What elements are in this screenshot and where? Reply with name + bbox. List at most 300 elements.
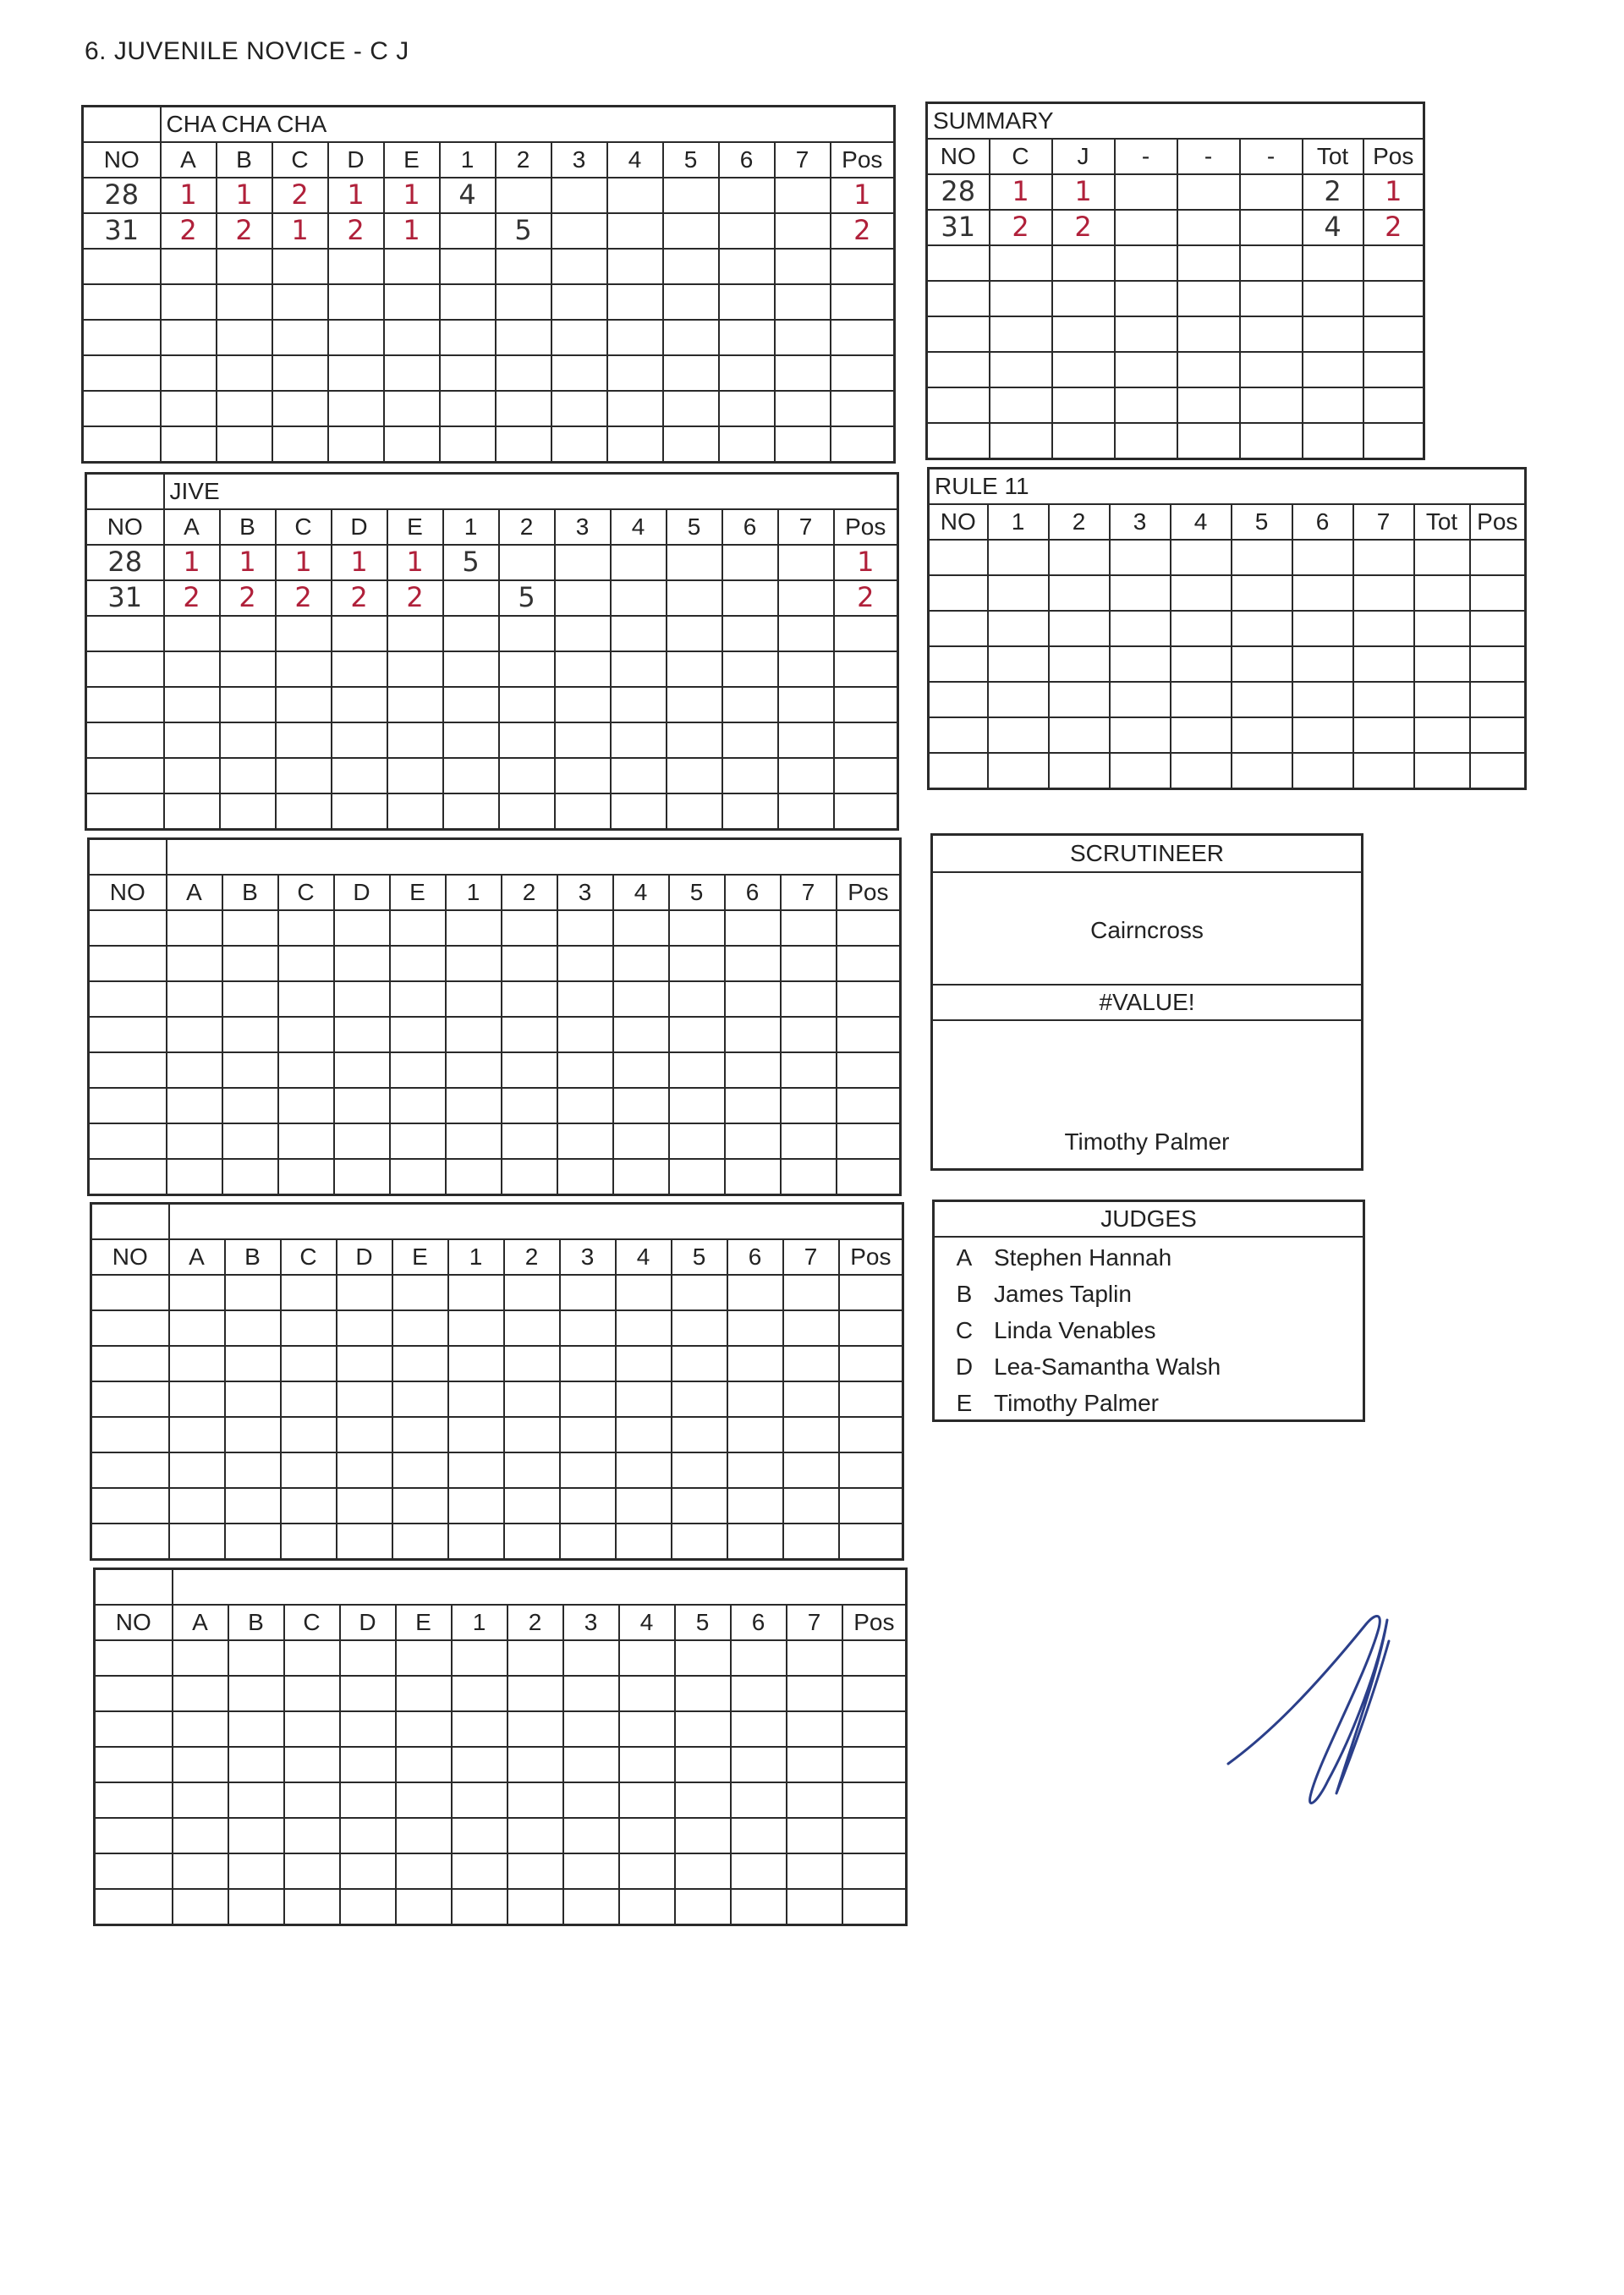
mark-cell	[731, 1818, 787, 1853]
dance-marks-table	[87, 837, 902, 1196]
mark-cell	[169, 1452, 225, 1488]
mark-cell	[272, 213, 328, 249]
mark-cell	[560, 1381, 616, 1417]
column-header: Tot	[1414, 504, 1470, 540]
mark-cell	[607, 213, 663, 249]
mark-cell	[722, 616, 778, 651]
mark-cell	[669, 1017, 725, 1052]
mark-cell	[563, 1747, 619, 1782]
mark-cell	[508, 1640, 563, 1676]
mark-cell	[607, 249, 663, 284]
summary-cell	[1303, 423, 1363, 459]
mark-cell	[499, 545, 555, 580]
table-row	[89, 946, 901, 981]
couple-number-cell	[91, 1417, 169, 1452]
column-header: 4	[616, 1239, 672, 1275]
mark-cell	[502, 946, 557, 981]
mark-cell	[607, 178, 663, 213]
mark-cell	[611, 616, 667, 651]
mark-cell	[563, 1711, 619, 1747]
mark-cell	[722, 687, 778, 722]
mark-cell	[448, 1310, 504, 1346]
column-header: 6	[727, 1239, 783, 1275]
mark-cell	[725, 946, 781, 981]
mark-cell	[392, 1524, 448, 1560]
mark-cell	[173, 1818, 228, 1853]
mark-cell	[173, 1853, 228, 1889]
couple-number-cell	[91, 1275, 169, 1310]
summary-cell	[1240, 352, 1303, 387]
mark-cell	[663, 355, 719, 391]
mark-cell	[675, 1676, 731, 1711]
mark-cell	[340, 1711, 396, 1747]
mark-cell	[390, 1052, 446, 1088]
column-header: A	[173, 1605, 228, 1640]
position-cell	[842, 1676, 907, 1711]
summary-cell	[1177, 281, 1240, 316]
rule11-cell	[1049, 682, 1110, 717]
handwritten-value: 2	[1385, 211, 1402, 243]
rule11-cell	[1232, 682, 1292, 717]
rule11-cell	[1171, 646, 1232, 682]
table-corner-cell	[89, 839, 167, 876]
column-header: NO	[89, 875, 167, 910]
mark-cell	[663, 213, 719, 249]
mark-cell	[440, 426, 496, 463]
column-header: 3	[1110, 504, 1171, 540]
couple-number-cell	[89, 981, 167, 1017]
mark-cell	[667, 722, 722, 758]
scrutineer-subtitle: #VALUE!	[933, 984, 1361, 1021]
mark-cell	[384, 355, 440, 391]
column-header: 1	[448, 1239, 504, 1275]
mark-cell	[783, 1452, 839, 1488]
summary-cell	[1240, 423, 1303, 459]
summary-cell	[990, 281, 1052, 316]
mark-cell	[396, 1782, 452, 1818]
mark-cell	[217, 320, 272, 355]
column-header: 6	[1292, 504, 1353, 540]
mark-cell	[167, 910, 222, 946]
mark-cell	[281, 1381, 337, 1417]
table-row	[89, 1088, 901, 1123]
page-title: 6. JUVENILE NOVICE - C J	[85, 37, 409, 65]
rule11-cell	[1414, 646, 1470, 682]
mark-cell	[722, 793, 778, 830]
mark-cell	[616, 1310, 672, 1346]
summary-cell	[1052, 210, 1115, 245]
mark-cell	[719, 320, 775, 355]
mark-cell	[781, 981, 837, 1017]
mark-cell	[551, 249, 607, 284]
column-header: E	[396, 1605, 452, 1640]
column-header: 2	[504, 1239, 560, 1275]
rule11-cell	[1470, 575, 1526, 611]
position-cell	[837, 1017, 901, 1052]
position-cell	[839, 1524, 903, 1560]
column-header: D	[332, 509, 387, 545]
handwritten-value: 1	[235, 178, 253, 211]
couple-number-cell	[86, 580, 164, 616]
column-header: 6	[722, 509, 778, 545]
mark-cell	[167, 946, 222, 981]
mark-cell	[504, 1488, 560, 1524]
position-cell	[842, 1747, 907, 1782]
mark-cell	[502, 981, 557, 1017]
mark-cell	[778, 758, 834, 793]
column-header: D	[337, 1239, 392, 1275]
mark-cell	[504, 1310, 560, 1346]
rule11-cell	[1292, 682, 1353, 717]
mark-cell	[167, 981, 222, 1017]
mark-cell	[387, 722, 443, 758]
mark-cell	[281, 1310, 337, 1346]
mark-cell	[278, 981, 334, 1017]
handwritten-value: 2	[1074, 211, 1092, 243]
mark-cell	[555, 651, 611, 687]
mark-cell	[727, 1417, 783, 1452]
mark-cell	[611, 793, 667, 830]
mark-cell	[727, 1310, 783, 1346]
handwritten-value: 31	[941, 211, 976, 243]
column-header: A	[161, 142, 217, 178]
mark-cell	[555, 722, 611, 758]
mark-cell	[384, 426, 440, 463]
column-header: B	[228, 1605, 284, 1640]
couple-number-cell	[95, 1711, 173, 1747]
couple-number-cell	[83, 249, 161, 284]
handwritten-value: 1	[179, 178, 197, 211]
mark-cell	[332, 687, 387, 722]
position-cell	[839, 1452, 903, 1488]
judge-row	[935, 1239, 1363, 1276]
mark-cell	[502, 1088, 557, 1123]
mark-cell	[225, 1524, 281, 1560]
mark-cell	[328, 426, 384, 463]
column-header: NO	[927, 139, 990, 174]
rule11-cell	[1353, 611, 1414, 646]
table-corner-cell	[86, 474, 164, 510]
mark-cell	[384, 391, 440, 426]
rule11-title: RULE 11	[929, 469, 1526, 505]
mark-cell	[443, 758, 499, 793]
mark-cell	[672, 1381, 727, 1417]
table-row	[929, 646, 1526, 682]
table-row	[86, 616, 898, 651]
summary-cell	[1303, 316, 1363, 352]
mark-cell	[775, 213, 831, 249]
table-row	[929, 682, 1526, 717]
column-header: B	[225, 1239, 281, 1275]
mark-cell	[778, 793, 834, 830]
mark-cell	[619, 1676, 675, 1711]
mark-cell	[781, 1088, 837, 1123]
judge-letter: B	[956, 1280, 973, 1307]
dance-marks-table	[81, 105, 896, 464]
handwritten-value: 31	[104, 214, 140, 246]
position-cell	[831, 391, 895, 426]
mark-cell	[560, 1524, 616, 1560]
rule11-table	[927, 467, 1527, 790]
mark-cell	[448, 1488, 504, 1524]
summary-cell	[1052, 423, 1115, 459]
mark-cell	[328, 178, 384, 213]
mark-cell	[384, 320, 440, 355]
mark-cell	[663, 249, 719, 284]
column-header: Pos	[837, 875, 901, 910]
mark-cell	[557, 1017, 613, 1052]
rule11-cell	[1414, 611, 1470, 646]
mark-cell	[225, 1310, 281, 1346]
mark-cell	[731, 1853, 787, 1889]
position-cell	[842, 1782, 907, 1818]
mark-cell	[675, 1818, 731, 1853]
mark-cell	[443, 687, 499, 722]
mark-cell	[731, 1747, 787, 1782]
summary-cell	[1177, 352, 1240, 387]
mark-cell	[675, 1853, 731, 1889]
mark-cell	[396, 1818, 452, 1853]
mark-cell	[446, 910, 502, 946]
mark-cell	[619, 1818, 675, 1853]
mark-cell	[278, 1052, 334, 1088]
column-header: 4	[1171, 504, 1232, 540]
rule11-cell	[1353, 682, 1414, 717]
mark-cell	[781, 1052, 837, 1088]
table-row	[89, 1017, 901, 1052]
summary-cell	[1303, 387, 1363, 423]
summary-cell	[1303, 245, 1363, 281]
mark-cell	[722, 545, 778, 580]
dance-name	[173, 1569, 907, 1606]
mark-cell	[452, 1640, 508, 1676]
table-row	[929, 753, 1526, 789]
summary-cell	[927, 174, 990, 210]
mark-cell	[278, 1159, 334, 1195]
handwritten-value: 2	[239, 581, 256, 613]
table-row	[95, 1711, 907, 1747]
summary-cell	[1240, 210, 1303, 245]
mark-cell	[667, 545, 722, 580]
mark-cell	[452, 1818, 508, 1853]
rule11-cell	[929, 540, 988, 575]
summary-cell	[1052, 245, 1115, 281]
mark-cell	[228, 1640, 284, 1676]
mark-cell	[392, 1381, 448, 1417]
mark-cell	[440, 213, 496, 249]
mark-cell	[169, 1488, 225, 1524]
mark-cell	[725, 1159, 781, 1195]
mark-cell	[508, 1782, 563, 1818]
couple-number-cell	[91, 1488, 169, 1524]
mark-cell	[284, 1676, 340, 1711]
mark-cell	[337, 1310, 392, 1346]
mark-cell	[443, 616, 499, 651]
summary-cell	[927, 316, 990, 352]
mark-cell	[502, 1052, 557, 1088]
column-header: 2	[502, 875, 557, 910]
mark-cell	[340, 1782, 396, 1818]
mark-cell	[220, 687, 276, 722]
table-row	[86, 687, 898, 722]
summary-cell	[990, 210, 1052, 245]
mark-cell	[390, 1159, 446, 1195]
summary-cell	[1115, 210, 1177, 245]
mark-cell	[284, 1889, 340, 1925]
mark-cell	[783, 1346, 839, 1381]
mark-cell	[334, 1123, 390, 1159]
position-cell	[831, 320, 895, 355]
mark-cell	[276, 793, 332, 830]
mark-cell	[452, 1889, 508, 1925]
table-row	[927, 281, 1424, 316]
column-header: 7	[787, 1605, 842, 1640]
mark-cell	[222, 1123, 278, 1159]
mark-cell	[225, 1275, 281, 1310]
table-row	[95, 1889, 907, 1925]
mark-cell	[392, 1310, 448, 1346]
mark-cell	[446, 1123, 502, 1159]
mark-cell	[551, 391, 607, 426]
couple-number-cell	[95, 1889, 173, 1925]
couple-number-cell	[89, 1123, 167, 1159]
mark-cell	[217, 426, 272, 463]
mark-cell	[722, 758, 778, 793]
mark-cell	[675, 1889, 731, 1925]
mark-cell	[332, 722, 387, 758]
mark-cell	[281, 1275, 337, 1310]
judge-name: James Taplin	[994, 1280, 1132, 1307]
scrutineer-title: SCRUTINEER	[933, 836, 1361, 873]
mark-cell	[551, 178, 607, 213]
mark-cell	[672, 1275, 727, 1310]
mark-cell	[278, 946, 334, 981]
mark-cell	[225, 1452, 281, 1488]
rule11-cell	[1292, 575, 1353, 611]
rule11-cell	[1110, 611, 1171, 646]
summary-cell	[1303, 352, 1363, 387]
mark-cell	[783, 1381, 839, 1417]
mark-cell	[619, 1889, 675, 1925]
mark-cell	[446, 946, 502, 981]
mark-cell	[164, 793, 220, 830]
rule11-cell	[1292, 611, 1353, 646]
mark-cell	[161, 178, 217, 213]
mark-cell	[440, 391, 496, 426]
mark-cell	[551, 213, 607, 249]
mark-cell	[611, 580, 667, 616]
table-row	[927, 423, 1424, 459]
mark-cell	[328, 320, 384, 355]
couple-number-cell	[95, 1640, 173, 1676]
couple-number-cell	[89, 910, 167, 946]
mark-cell	[284, 1747, 340, 1782]
summary-cell	[927, 210, 990, 245]
table-row	[83, 178, 895, 213]
mark-cell	[775, 391, 831, 426]
couple-number-cell	[83, 426, 161, 463]
couple-number-cell	[95, 1818, 173, 1853]
summary-cell	[1303, 174, 1363, 210]
mark-cell	[222, 981, 278, 1017]
table-row	[83, 284, 895, 320]
mark-cell	[787, 1711, 842, 1747]
mark-cell	[560, 1346, 616, 1381]
mark-cell	[675, 1747, 731, 1782]
mark-cell	[613, 1052, 669, 1088]
mark-cell	[340, 1853, 396, 1889]
column-header: B	[222, 875, 278, 910]
rule11-cell	[1470, 540, 1526, 575]
handwritten-value: 4	[458, 178, 476, 211]
table-corner-cell	[83, 107, 161, 143]
mark-cell	[396, 1853, 452, 1889]
mark-cell	[669, 946, 725, 981]
column-header: 4	[619, 1605, 675, 1640]
rule11-cell	[1470, 611, 1526, 646]
column-header: 7	[778, 509, 834, 545]
table-row	[86, 722, 898, 758]
mark-cell	[334, 910, 390, 946]
mark-cell	[669, 1052, 725, 1088]
position-cell	[839, 1417, 903, 1452]
mark-cell	[619, 1640, 675, 1676]
summary-cell	[1363, 423, 1424, 459]
summary-cell	[927, 352, 990, 387]
column-header: Tot	[1303, 139, 1363, 174]
mark-cell	[669, 1159, 725, 1195]
mark-cell	[340, 1818, 396, 1853]
mark-cell	[611, 722, 667, 758]
mark-cell	[337, 1452, 392, 1488]
handwritten-value: 2	[853, 214, 871, 246]
mark-cell	[448, 1524, 504, 1560]
mark-cell	[499, 651, 555, 687]
column-header: 7	[775, 142, 831, 178]
rule11-cell	[1292, 540, 1353, 575]
column-header: 3	[557, 875, 613, 910]
summary-cell	[1052, 387, 1115, 423]
mark-cell	[390, 910, 446, 946]
mark-cell	[340, 1889, 396, 1925]
mark-cell	[496, 426, 551, 463]
summary-title: SUMMARY	[927, 103, 1424, 140]
column-header: NO	[86, 509, 164, 545]
mark-cell	[783, 1275, 839, 1310]
column-header: C	[990, 139, 1052, 174]
mark-cell	[446, 1052, 502, 1088]
couple-number-cell	[91, 1346, 169, 1381]
mark-cell	[220, 722, 276, 758]
column-header: Pos	[1470, 504, 1526, 540]
mark-cell	[667, 793, 722, 830]
mark-cell	[167, 1052, 222, 1088]
judge-name: Linda Venables	[994, 1316, 1156, 1343]
mark-cell	[452, 1747, 508, 1782]
couple-number-cell	[86, 758, 164, 793]
column-header: A	[169, 1239, 225, 1275]
mark-cell	[217, 355, 272, 391]
mark-cell	[557, 1088, 613, 1123]
mark-cell	[555, 687, 611, 722]
rule11-cell	[929, 682, 988, 717]
handwritten-value: 5	[514, 214, 532, 246]
mark-cell	[332, 651, 387, 687]
column-header: 3	[563, 1605, 619, 1640]
column-header: 7	[781, 875, 837, 910]
summary-cell	[1240, 281, 1303, 316]
mark-cell	[220, 545, 276, 580]
